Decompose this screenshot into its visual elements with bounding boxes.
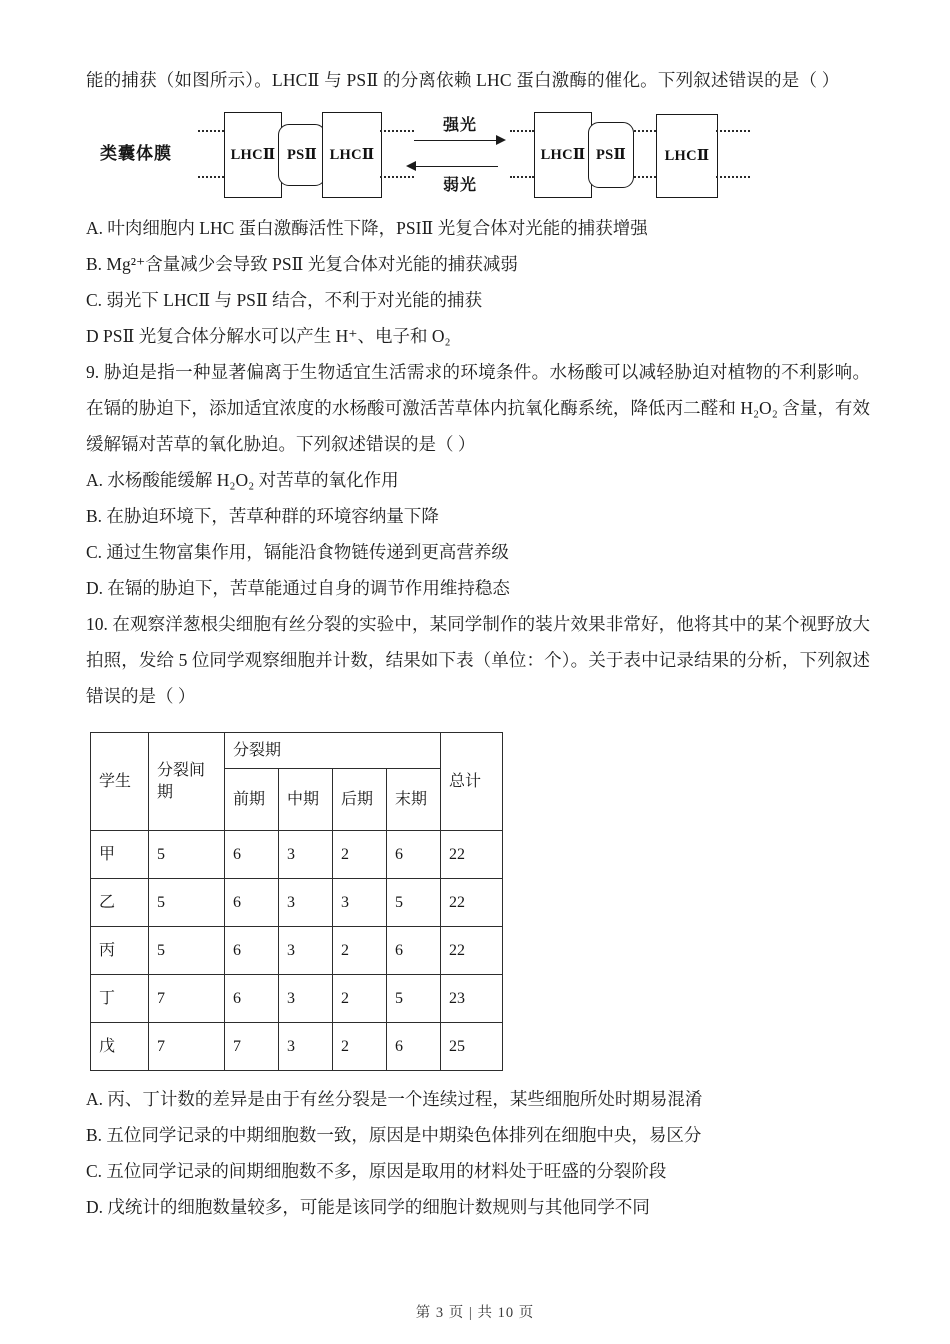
header-anaphase: 后期 bbox=[333, 769, 387, 831]
cell-student: 戊 bbox=[91, 1023, 149, 1071]
cell-interphase: 5 bbox=[149, 879, 225, 927]
cell-total: 22 bbox=[441, 831, 503, 879]
table-row bbox=[91, 1023, 503, 1071]
cell-anaphase: 2 bbox=[333, 831, 387, 879]
cell-anaphase: 3 bbox=[333, 879, 387, 927]
weak-light-arrow-line bbox=[414, 166, 498, 167]
cell-anaphase: 2 bbox=[333, 927, 387, 975]
cell-prophase: 6 bbox=[225, 831, 279, 879]
cell-telophase: 6 bbox=[387, 927, 441, 975]
complex-lhc2-right-2: LHCⅡ bbox=[656, 114, 718, 198]
weak-light-arrow-head bbox=[406, 161, 416, 171]
cell-student: 丁 bbox=[91, 975, 149, 1023]
cell-anaphase: 2 bbox=[333, 1023, 387, 1071]
membrane-dotted-line-left-outer-bottom bbox=[380, 176, 414, 178]
cell-student: 丙 bbox=[91, 927, 149, 975]
cell-student: 乙 bbox=[91, 879, 149, 927]
page-footer: 第 3 页 | 共 10 页 bbox=[415, 1305, 535, 1321]
cell-interphase: 5 bbox=[149, 927, 225, 975]
membrane-dotted-line-left-bottom bbox=[198, 176, 224, 178]
question10-option-a: A. 丙、丁计数的差异是由于有丝分裂是一个连续过程，某些细胞所处时期易混淆 bbox=[86, 1089, 703, 1109]
question8-continuation-text: 能的捕获（如图所示）。LHCⅡ 与 PSⅡ 的分离依赖 LHC 蛋白激酶的催化。下列叙述错误的是（ ） bbox=[86, 70, 840, 90]
header-student: 学生 bbox=[91, 733, 149, 831]
cell-telophase: 5 bbox=[387, 975, 441, 1023]
question9-option-d: D. 在镉的胁迫下，苦草能通过自身的调节作用维持稳态 bbox=[86, 578, 510, 598]
membrane-dotted-line-left-outer-top bbox=[380, 130, 414, 132]
membrane-dotted-line-right-1-top bbox=[510, 130, 534, 132]
question9-option-c: C. 通过生物富集作用，镉能沿食物链传递到更高营养级 bbox=[86, 542, 509, 562]
membrane-dotted-line-left-top bbox=[198, 130, 224, 132]
thylakoid-diagram bbox=[86, 106, 870, 206]
header-total: 总计 bbox=[441, 733, 503, 831]
strong-light-label: 强光 bbox=[442, 117, 477, 134]
membrane-dotted-line-right-1-bottom bbox=[510, 176, 534, 178]
membrane-dotted-line-right-gap-bottom bbox=[634, 176, 656, 178]
question10-stem: 10. 在观察洋葱根尖细胞有丝分裂的实验中，某同学制作的装片效果非常好，他将其中的某个视野放大拍照，发给 5 位同学观察细胞并计数，结果如下表（单位：个）。关于表中记录结果的分析，下列叙述错误的是（ ） bbox=[86, 614, 870, 706]
cell-metaphase: 3 bbox=[279, 1023, 333, 1071]
header-interphase: 分裂间期 bbox=[149, 733, 225, 831]
mitosis-count-table-wrapper bbox=[86, 732, 870, 1071]
header-division-phase-group: 分裂期 bbox=[225, 733, 441, 769]
cell-total: 22 bbox=[441, 879, 503, 927]
table-row bbox=[91, 975, 503, 1023]
cell-anaphase: 2 bbox=[333, 975, 387, 1023]
cell-interphase: 5 bbox=[149, 831, 225, 879]
mitosis-count-table bbox=[90, 732, 503, 1071]
complex-ps2-right: PSⅡ bbox=[588, 122, 634, 188]
complex-ps2-left: PSⅡ bbox=[278, 124, 326, 186]
header-prophase: 前期 bbox=[225, 769, 279, 831]
cell-metaphase: 3 bbox=[279, 927, 333, 975]
cell-interphase: 7 bbox=[149, 1023, 225, 1071]
table-row bbox=[91, 927, 503, 975]
table-row bbox=[91, 831, 503, 879]
table-row bbox=[91, 879, 503, 927]
question10-option-d: D. 戊统计的细胞数量较多，可能是该同学的细胞计数规则与其他同学不同 bbox=[86, 1197, 650, 1217]
strong-light-arrow-head bbox=[496, 135, 506, 145]
cell-prophase: 6 bbox=[225, 879, 279, 927]
membrane-dotted-line-right-gap-top bbox=[634, 130, 656, 132]
cell-total: 22 bbox=[441, 927, 503, 975]
cell-prophase: 6 bbox=[225, 975, 279, 1023]
question8-option-b: B. Mg²⁺含量减少会导致 PSⅡ 光复合体对光能的捕获减弱 bbox=[86, 254, 518, 274]
question8-option-d: D PSⅡ 光复合体分解水可以产生 H⁺、电子和 O₂ bbox=[86, 326, 451, 346]
question9-stem: 9. 胁迫是指一种显著偏离于生物适宜生活需求的环境条件。水杨酸可以减轻胁迫对植物的不利影响。在镉的胁迫下，添加适宜浓度的水杨酸可激活苦草体内抗氧化酶系统，降低丙二醛和 H₂O₂ 含量，有效缓解镉对苦草的氧化胁迫。下列叙述错误的是（ ） bbox=[86, 362, 870, 454]
table-header-row-top bbox=[91, 733, 503, 769]
strong-light-arrow-line bbox=[414, 140, 498, 141]
membrane-dotted-line-right-outer-bottom bbox=[716, 176, 750, 178]
question9-option-a: A. 水杨酸能缓解 H₂O₂ 对苦草的氧化作用 bbox=[86, 470, 399, 490]
cell-telophase: 6 bbox=[387, 1023, 441, 1071]
cell-interphase: 7 bbox=[149, 975, 225, 1023]
complex-lhc2-right-1: LHCⅡ bbox=[534, 112, 592, 198]
cell-student: 甲 bbox=[91, 831, 149, 879]
complex-lhc2-left-2: LHCⅡ bbox=[322, 112, 382, 198]
membrane-label: 类囊体膜 bbox=[100, 144, 172, 163]
light-condition-arrows bbox=[412, 112, 508, 196]
cell-prophase: 6 bbox=[225, 927, 279, 975]
cell-metaphase: 3 bbox=[279, 975, 333, 1023]
cell-telophase: 6 bbox=[387, 831, 441, 879]
cell-telophase: 5 bbox=[387, 879, 441, 927]
weak-light-label: 弱光 bbox=[442, 177, 477, 194]
question10-option-c: C. 五位同学记录的间期细胞数不多，原因是取用的材料处于旺盛的分裂阶段 bbox=[86, 1161, 667, 1181]
header-telophase: 末期 bbox=[387, 769, 441, 831]
cell-metaphase: 3 bbox=[279, 831, 333, 879]
question10-option-b: B. 五位同学记录的中期细胞数一致，原因是中期染色体排列在细胞中央，易区分 bbox=[86, 1125, 702, 1145]
header-metaphase: 中期 bbox=[279, 769, 333, 831]
cell-metaphase: 3 bbox=[279, 879, 333, 927]
complex-lhc2-left-1: LHCⅡ bbox=[224, 112, 282, 198]
question8-option-c: C. 弱光下 LHCⅡ 与 PSⅡ 结合，不利于对光能的捕获 bbox=[86, 290, 483, 310]
cell-total: 25 bbox=[441, 1023, 503, 1071]
membrane-dotted-line-right-outer-top bbox=[716, 130, 750, 132]
question9-option-b: B. 在胁迫环境下，苦草种群的环境容纳量下降 bbox=[86, 506, 439, 526]
cell-prophase: 7 bbox=[225, 1023, 279, 1071]
question8-option-a: A. 叶肉细胞内 LHC 蛋白激酶活性下降，PSIⅡ 光复合体对光能的捕获增强 bbox=[86, 218, 648, 238]
cell-total: 23 bbox=[441, 975, 503, 1023]
